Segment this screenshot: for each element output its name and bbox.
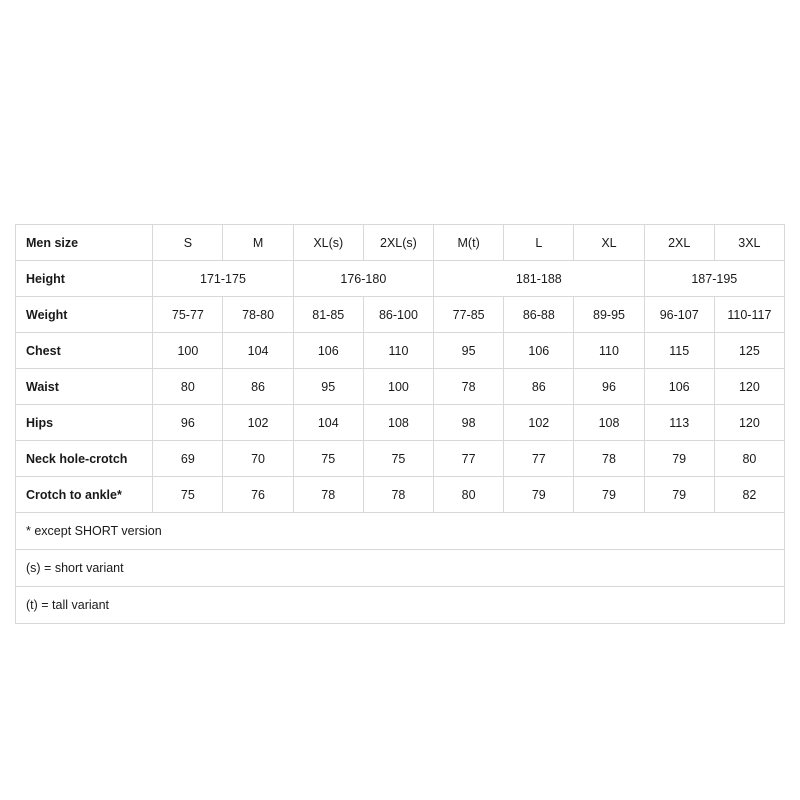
hips-cell: 113 — [644, 405, 714, 441]
chest-cell: 110 — [574, 333, 644, 369]
hips-cell: 120 — [714, 405, 784, 441]
hips-cell: 102 — [223, 405, 293, 441]
table-row-weight — [16, 297, 785, 333]
chest-cell: 110 — [363, 333, 433, 369]
hips-cell: 102 — [504, 405, 574, 441]
row-header-hips: Hips — [16, 405, 153, 441]
table-row-note-1 — [16, 513, 785, 550]
note-short-variant: (s) = short variant — [16, 550, 785, 587]
row-header-crotch-to-ankle: Crotch to ankle* — [16, 477, 153, 513]
table-row-chest — [16, 333, 785, 369]
crotch-to-ankle-cell: 78 — [293, 477, 363, 513]
row-header-chest: Chest — [16, 333, 153, 369]
waist-cell: 80 — [153, 369, 223, 405]
crotch-to-ankle-cell: 79 — [644, 477, 714, 513]
waist-cell: 100 — [363, 369, 433, 405]
weight-cell: 78-80 — [223, 297, 293, 333]
chest-cell: 106 — [504, 333, 574, 369]
weight-cell: 77-85 — [434, 297, 504, 333]
crotch-to-ankle-cell: 75 — [153, 477, 223, 513]
size-cell-xl: XL — [574, 225, 644, 261]
crotch-to-ankle-cell: 80 — [434, 477, 504, 513]
size-cell-l: L — [504, 225, 574, 261]
height-group-4: 187-195 — [644, 261, 784, 297]
weight-cell: 110-117 — [714, 297, 784, 333]
table-row-neck-hole-crotch — [16, 441, 785, 477]
weight-cell: 75-77 — [153, 297, 223, 333]
waist-cell: 78 — [434, 369, 504, 405]
neck-hole-crotch-cell: 70 — [223, 441, 293, 477]
size-cell-2xl: 2XL — [644, 225, 714, 261]
table-row-hips — [16, 405, 785, 441]
waist-cell: 96 — [574, 369, 644, 405]
size-cell-mt: M(t) — [434, 225, 504, 261]
waist-cell: 86 — [504, 369, 574, 405]
table-row-note-2 — [16, 550, 785, 587]
size-chart-table — [15, 224, 785, 624]
chest-cell: 106 — [293, 333, 363, 369]
weight-cell: 89-95 — [574, 297, 644, 333]
height-group-1: 171-175 — [153, 261, 293, 297]
weight-cell: 86-100 — [363, 297, 433, 333]
neck-hole-crotch-cell: 75 — [293, 441, 363, 477]
chest-cell: 125 — [714, 333, 784, 369]
crotch-to-ankle-cell: 79 — [574, 477, 644, 513]
chest-cell: 100 — [153, 333, 223, 369]
weight-cell: 86-88 — [504, 297, 574, 333]
row-header-men-size: Men size — [16, 225, 153, 261]
size-cell-m: M — [223, 225, 293, 261]
neck-hole-crotch-cell: 78 — [574, 441, 644, 477]
height-group-3: 181-188 — [434, 261, 645, 297]
chest-cell: 104 — [223, 333, 293, 369]
waist-cell: 95 — [293, 369, 363, 405]
size-cell-s: S — [153, 225, 223, 261]
crotch-to-ankle-cell: 76 — [223, 477, 293, 513]
crotch-to-ankle-cell: 78 — [363, 477, 433, 513]
crotch-to-ankle-cell: 79 — [504, 477, 574, 513]
row-header-height: Height — [16, 261, 153, 297]
hips-cell: 108 — [363, 405, 433, 441]
weight-cell: 96-107 — [644, 297, 714, 333]
neck-hole-crotch-cell: 79 — [644, 441, 714, 477]
waist-cell: 86 — [223, 369, 293, 405]
hips-cell: 96 — [153, 405, 223, 441]
table-row-waist — [16, 369, 785, 405]
waist-cell: 106 — [644, 369, 714, 405]
size-cell-xls: XL(s) — [293, 225, 363, 261]
chest-cell: 115 — [644, 333, 714, 369]
row-header-neck-hole-crotch: Neck hole-crotch — [16, 441, 153, 477]
height-group-2: 176-180 — [293, 261, 433, 297]
hips-cell: 104 — [293, 405, 363, 441]
neck-hole-crotch-cell: 75 — [363, 441, 433, 477]
size-cell-3xl: 3XL — [714, 225, 784, 261]
table-row-crotch-to-ankle — [16, 477, 785, 513]
crotch-to-ankle-cell: 82 — [714, 477, 784, 513]
neck-hole-crotch-cell: 69 — [153, 441, 223, 477]
neck-hole-crotch-cell: 80 — [714, 441, 784, 477]
table-row-note-3 — [16, 587, 785, 624]
table-row-height — [16, 261, 785, 297]
row-header-weight: Weight — [16, 297, 153, 333]
neck-hole-crotch-cell: 77 — [504, 441, 574, 477]
size-chart-container — [15, 224, 785, 624]
row-header-waist: Waist — [16, 369, 153, 405]
note-tall-variant: (t) = tall variant — [16, 587, 785, 624]
hips-cell: 108 — [574, 405, 644, 441]
weight-cell: 81-85 — [293, 297, 363, 333]
neck-hole-crotch-cell: 77 — [434, 441, 504, 477]
note-short-version: * except SHORT version — [16, 513, 785, 550]
size-cell-2xls: 2XL(s) — [363, 225, 433, 261]
hips-cell: 98 — [434, 405, 504, 441]
table-row-size-header — [16, 225, 785, 261]
chest-cell: 95 — [434, 333, 504, 369]
waist-cell: 120 — [714, 369, 784, 405]
